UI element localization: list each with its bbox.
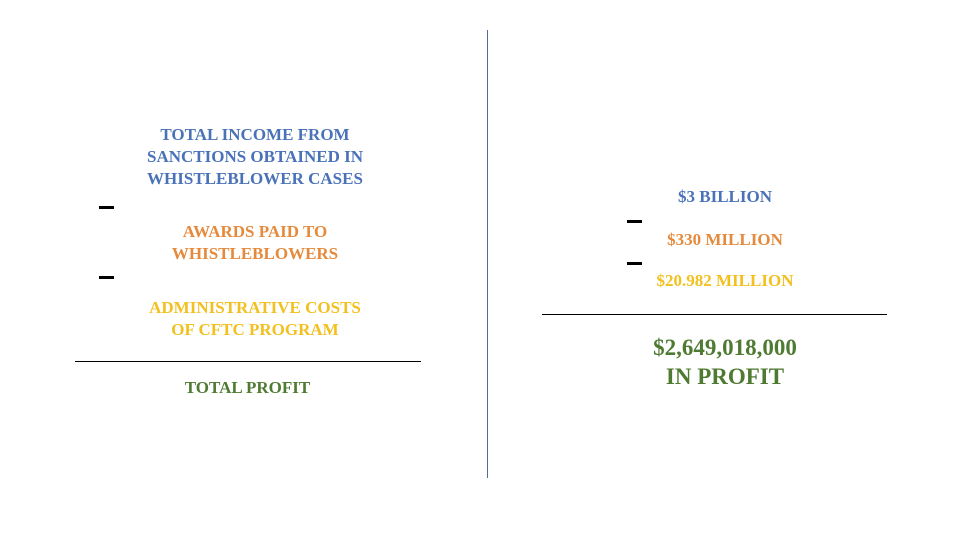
right-sum-rule <box>542 314 887 315</box>
minus-sign-2 <box>99 276 114 279</box>
awards-value: $330 MILLION <box>667 230 783 249</box>
admin-costs-label-line-1: ADMINISTRATIVE COSTS <box>149 298 361 317</box>
admin-costs-label <box>90 297 420 341</box>
profit-caption: IN PROFIT <box>665 364 785 389</box>
minus-sign-3 <box>627 220 642 223</box>
income-label <box>90 124 420 190</box>
awards-label-line-2: WHISTLEBLOWERS <box>171 244 339 263</box>
minus-sign-1 <box>99 206 114 209</box>
total-profit-label: TOTAL PROFIT <box>184 378 311 397</box>
center-divider <box>487 30 488 478</box>
income-value: $3 BILLION <box>678 187 772 206</box>
minus-sign-4 <box>627 262 642 265</box>
left-sum-rule <box>75 361 421 362</box>
admin-costs-label-line-2: OF CFTC PROGRAM <box>171 320 339 339</box>
awards-label-line-1: AWARDS PAID TO <box>182 222 328 241</box>
income-label-line-2: SANCTIONS OBTAINED IN <box>146 147 363 166</box>
income-label-line-3: WHISTLEBLOWER CASES <box>147 169 363 188</box>
income-label-line-1: TOTAL INCOME FROM <box>160 125 350 144</box>
awards-label <box>90 221 420 265</box>
profit-result <box>590 333 860 391</box>
admin-costs-value: $20.982 MILLION <box>656 271 794 290</box>
profit-value: $2,649,018,000 <box>653 335 797 360</box>
